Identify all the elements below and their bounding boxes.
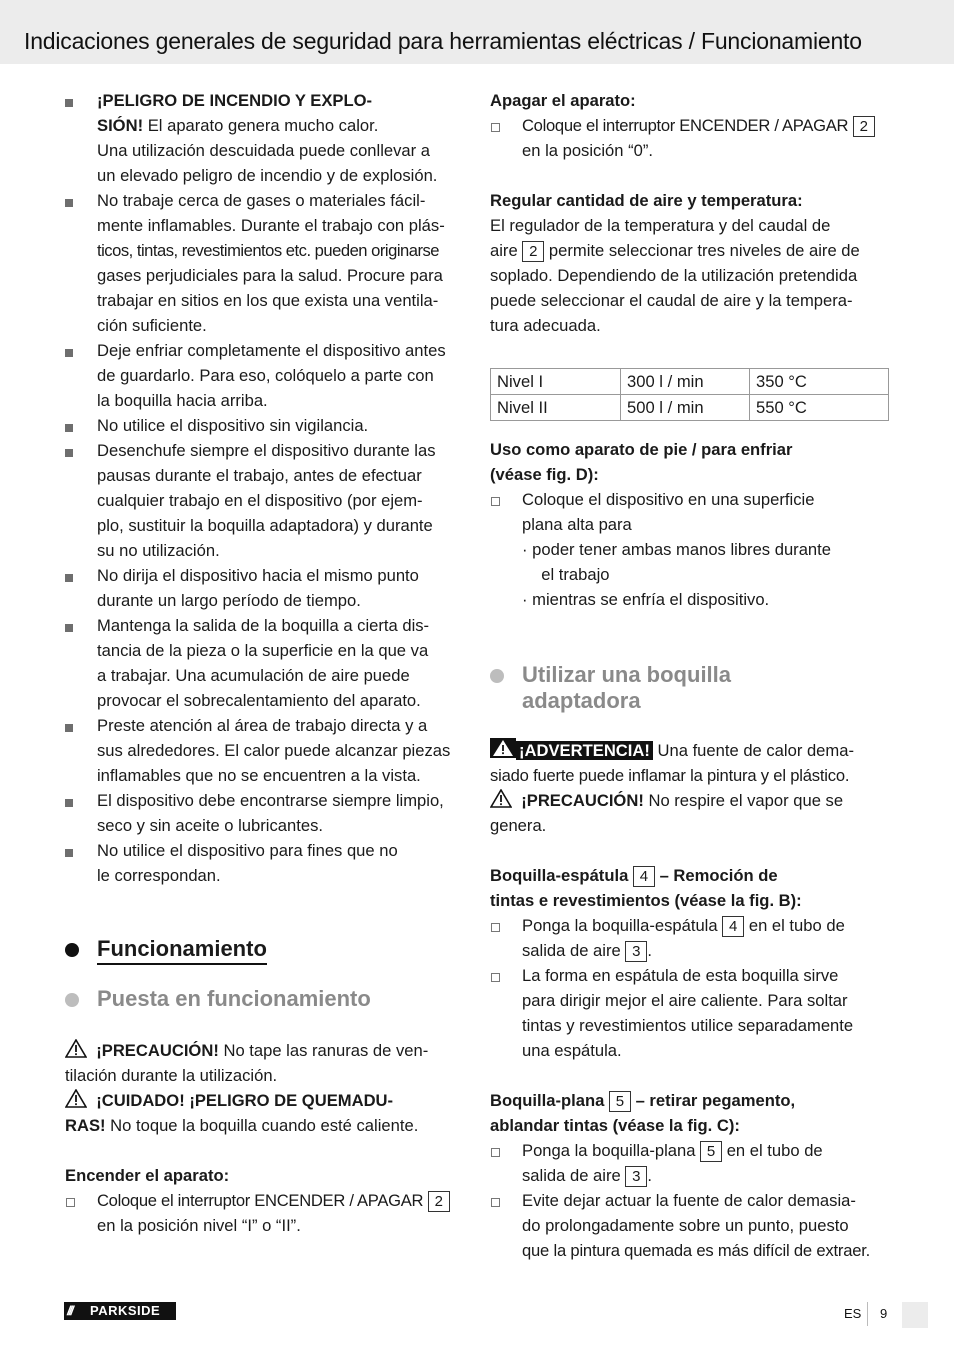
step-title: Regular cantidad de aire y temperatura:	[490, 191, 803, 210]
table-cell: 550 °C	[750, 395, 889, 421]
heading-text: Utilizar una boquilla	[522, 662, 732, 687]
warning-text: ¡PELIGRO DE INCENDIO Y EXPLO-	[97, 91, 373, 110]
body-text: una espátula.	[522, 1041, 622, 1060]
body-text: El regulador de la temperatura y del caudal de	[490, 216, 831, 235]
part-ref-box: 5	[700, 1141, 722, 1162]
subsection-heading: Puesta en funcionamiento	[65, 986, 465, 1012]
body-text: aire	[490, 241, 518, 260]
part-ref-box: 2	[853, 116, 875, 137]
part-ref-box: 2	[522, 241, 544, 262]
body-text: provocar el sobrecalentamiento del aparato.	[97, 691, 421, 710]
body-text: No trabaje cerca de gases o materiales fácil-	[97, 191, 426, 210]
body-text: salida de aire	[522, 1166, 621, 1185]
table-cell: 300 l / min	[621, 369, 750, 395]
warning-note	[490, 738, 890, 788]
table-cell: Nivel I	[491, 369, 621, 395]
step-title: Encender el aparato:	[65, 1166, 230, 1185]
list-item	[65, 188, 465, 338]
body-text: ción suficiente.	[97, 316, 207, 335]
body-text: La forma en espátula de esta boquilla sirve	[522, 966, 839, 985]
body-text: Desenchufe siempre el dispositivo durante las	[97, 441, 436, 460]
body-text: permite seleccionar tres niveles de aire de	[548, 241, 860, 260]
step-item	[490, 487, 890, 537]
body-text: sus alrededores. El calor puede alcanzar piezas	[97, 741, 451, 760]
body-text: de guardarlo. Para eso, colóquelo a parte con	[97, 366, 434, 385]
body-text: plana alta para	[522, 515, 632, 534]
caution-label: RAS!	[65, 1116, 106, 1135]
body-text: en la posición “0”.	[522, 141, 653, 160]
body-text: en la posición nivel “I” o “II”.	[97, 1216, 301, 1235]
list-item	[65, 713, 465, 788]
body-text: Evite dejar actuar la fuente de calor demasia-	[522, 1191, 856, 1210]
body-text: .	[647, 941, 652, 960]
body-text: El dispositivo debe encontrarse siempre limpio,	[97, 791, 444, 810]
body-text: la boquilla hacia arriba.	[97, 391, 268, 410]
body-text: un elevado peligro de incendio y de explosión.	[97, 166, 438, 185]
body-text: el trabajo	[541, 565, 610, 584]
part-ref-box: 3	[625, 1166, 647, 1187]
page-header	[0, 0, 954, 64]
body-text: do prolongadamente sobre un punto, puesto	[522, 1216, 849, 1235]
list-item	[65, 413, 465, 438]
body-text: Coloque el interruptor ENCENDER / APAGAR	[522, 116, 849, 135]
step-item	[65, 1188, 465, 1238]
body-text: tura adecuada.	[490, 316, 601, 335]
divider	[867, 1302, 868, 1326]
body-text: Coloque el dispositivo en una superficie	[522, 490, 815, 509]
section-title-text: Funcionamiento	[97, 936, 267, 965]
body-text: gases perjudiciales para la salud. Procure para	[97, 266, 443, 285]
step-item	[490, 963, 890, 1063]
page-tab	[902, 1302, 928, 1328]
part-ref-box: 4	[722, 916, 744, 937]
body-text: Mantenga la salida de la boquilla a cierta dis-	[97, 616, 430, 635]
warning-triangle-icon	[490, 738, 516, 758]
body-text: Coloque el interruptor ENCENDER / APAGAR	[97, 1191, 424, 1210]
caution-label: ¡CUIDADO! ¡PELIGRO DE QUEMADU-	[96, 1091, 394, 1110]
step-item	[490, 1188, 890, 1263]
body-text: .	[647, 1166, 652, 1185]
step-title	[490, 863, 890, 913]
body-text: No utilice el dispositivo para fines que no	[97, 841, 398, 860]
table-row	[491, 395, 889, 421]
body-text: trabajar en sitios en los que exista una ventila-	[97, 291, 439, 310]
settings-table	[490, 368, 889, 421]
list-item	[65, 438, 465, 563]
warning-label: ¡ADVERTENCIA!	[516, 741, 653, 760]
list-item	[65, 88, 465, 188]
caution-note	[490, 788, 890, 838]
body-text: Ponga la boquilla-espátula	[522, 916, 718, 935]
list-item	[65, 838, 465, 888]
logo-text: PARKSIDE	[90, 1303, 161, 1318]
body-text: Una utilización descuidada puede conllevar a	[97, 141, 431, 160]
table-cell: 350 °C	[750, 369, 889, 395]
list-item	[65, 788, 465, 838]
step-title: (véase fig. D):	[490, 465, 599, 484]
body-text: tintas y revestimientos utilice separadamente	[522, 1016, 854, 1035]
body-text: que la pintura quemada es más difícil de extraer.	[522, 1241, 871, 1260]
subsection-heading	[490, 662, 890, 714]
step-title: Uso como aparato de pie / para enfriar	[490, 440, 793, 459]
body-text: No tape las ranuras de ven-	[218, 1041, 429, 1060]
list-item	[65, 563, 465, 613]
caution-note	[65, 1038, 465, 1088]
warning-triangle-icon	[490, 789, 512, 808]
warning-triangle-icon	[65, 1039, 87, 1058]
step-item	[490, 113, 890, 163]
body-text: en el tubo de	[726, 1141, 823, 1160]
part-ref-box: 4	[633, 866, 655, 887]
body-text: para dirigir mejor el aire caliente. Para soltar	[522, 991, 848, 1010]
body-text: plo, sustituir la boquilla adaptadora) y durante	[97, 516, 433, 535]
body-text: puede seleccionar el caudal de aire y la tempera-	[490, 291, 853, 310]
step-title: Apagar el aparato:	[490, 91, 636, 110]
body-text: · mientras se enfría el dispositivo.	[522, 590, 770, 609]
heading-text: ablandar tintas (véase la fig. C):	[490, 1116, 740, 1135]
step-item	[490, 1138, 890, 1188]
section-heading	[65, 936, 465, 962]
body-text: No utilice el dispositivo sin vigilancia.	[97, 416, 369, 435]
body-text: Una fuente de calor dema-	[652, 741, 854, 760]
table-cell: Nivel II	[491, 395, 621, 421]
body-text: Preste atención al área de trabajo directa y a	[97, 716, 428, 735]
body-text: tilación durante la utilización.	[65, 1066, 278, 1085]
table-cell: 500 l / min	[621, 395, 750, 421]
body-text: No respire el vapor que se	[643, 791, 844, 810]
heading-text: Boquilla-plana	[490, 1091, 605, 1110]
sub-item	[490, 587, 890, 612]
page-title: Indicaciones generales de seguridad para herramientas eléctricas / Funcionamiento	[24, 28, 862, 54]
page-number: 9	[880, 1306, 888, 1321]
heading-text: adaptadora	[522, 688, 641, 713]
body-text: mente inflamables. Durante el trabajo con plás-	[97, 216, 445, 235]
step-item	[490, 913, 890, 963]
right-column	[490, 88, 890, 1263]
brand-logo	[64, 1302, 176, 1320]
caution-label: ¡PRECAUCIÓN!	[521, 791, 644, 810]
body-text: Ponga la boquilla-plana	[522, 1141, 696, 1160]
body-text: le correspondan.	[97, 866, 221, 885]
caution-label: ¡PRECAUCIÓN!	[96, 1041, 219, 1060]
warning-triangle-icon	[65, 1089, 87, 1108]
step-title	[490, 1088, 890, 1138]
body-text: soplado. Dependiendo de la utilización pretendida	[490, 266, 858, 285]
list-item	[65, 338, 465, 413]
heading-text: – retirar pegamento,	[635, 1091, 796, 1110]
part-ref-box: 2	[428, 1191, 450, 1212]
list-item	[65, 613, 465, 713]
body-text: No toque la boquilla cuando esté caliente.	[105, 1116, 419, 1135]
body-text: Deje enfriar completamente el dispositivo antes	[97, 341, 446, 360]
heading-text: Boquilla-espátula	[490, 866, 629, 885]
body-text: pausas durante el trabajo, antes de efectuar	[97, 466, 422, 485]
body-text: salida de aire	[522, 941, 621, 960]
body-text: durante un largo período de tiempo.	[97, 591, 361, 610]
heading-text: tintas e revestimientos (véase la fig. B):	[490, 891, 802, 910]
part-ref-box: 3	[625, 941, 647, 962]
sub-item	[490, 537, 890, 587]
caution-note	[65, 1088, 465, 1138]
body-text: inflamables que no se encuentren a la vista.	[97, 766, 421, 785]
body-text: a trabajar. Una acumulación de aire puede	[97, 666, 410, 685]
body-text: seco y sin aceite o lubricantes.	[97, 816, 323, 835]
body-text: siado fuerte puede inflamar la pintura y el plástico.	[490, 766, 850, 785]
warning-text: SIÓN!	[97, 116, 144, 135]
language-code: ES	[844, 1306, 862, 1321]
part-ref-box: 5	[609, 1091, 631, 1112]
logo-slashes: ///	[67, 1303, 72, 1318]
body-text: El aparato genera mucho calor.	[143, 116, 379, 135]
table-row	[491, 369, 889, 395]
left-column	[65, 88, 465, 1238]
body-text: No dirija el dispositivo hacia el mismo punto	[97, 566, 419, 585]
body-text: cualquier trabajo en el dispositivo (por ejem-	[97, 491, 423, 510]
body-text: su no utilización.	[97, 541, 220, 560]
page-footer	[0, 1302, 954, 1328]
body-text: ticos, tintas, revestimientos etc. pueden originarse	[97, 241, 440, 260]
body-text: · poder tener ambas manos libres durante	[522, 540, 831, 559]
body-text: tancia de la pieza o la superficie en la que va	[97, 641, 429, 660]
body-text: genera.	[490, 816, 547, 835]
heading-text: – Remoción de	[659, 866, 778, 885]
body-text: en el tubo de	[748, 916, 845, 935]
paragraph	[490, 213, 890, 338]
